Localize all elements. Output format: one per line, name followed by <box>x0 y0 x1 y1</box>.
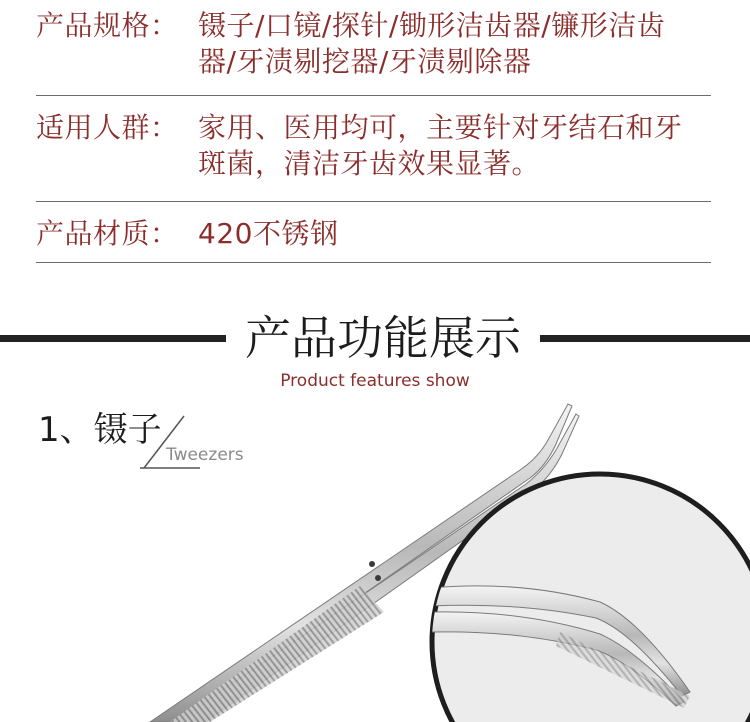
spec-label: 产品材质： <box>36 217 179 250</box>
item-english-label: Tweezers <box>166 445 244 465</box>
spec-row-audience <box>36 96 711 202</box>
spec-value: 镊子/口镜/探针/锄形洁齿器/镰形洁齿器/牙渍剔挖器/牙渍剔除器 <box>198 9 666 78</box>
spec-row-specification <box>36 0 711 96</box>
section-title: 产品功能展示 <box>245 311 521 365</box>
spec-label: 产品规格： <box>36 9 179 42</box>
spec-value: 家用、医用均可，主要针对牙结石和牙斑菌，清洁牙齿效果显著。 <box>198 111 683 180</box>
title-rule-right <box>540 335 750 342</box>
section-subtitle: Product features show <box>280 371 470 391</box>
item-title: 1、镊子 <box>38 410 162 450</box>
spec-label: 适用人群： <box>36 111 179 144</box>
spec-table <box>36 0 711 263</box>
spec-value: 420不锈钢 <box>198 217 339 250</box>
title-rule-left <box>0 335 226 342</box>
spec-row-material <box>36 202 711 263</box>
